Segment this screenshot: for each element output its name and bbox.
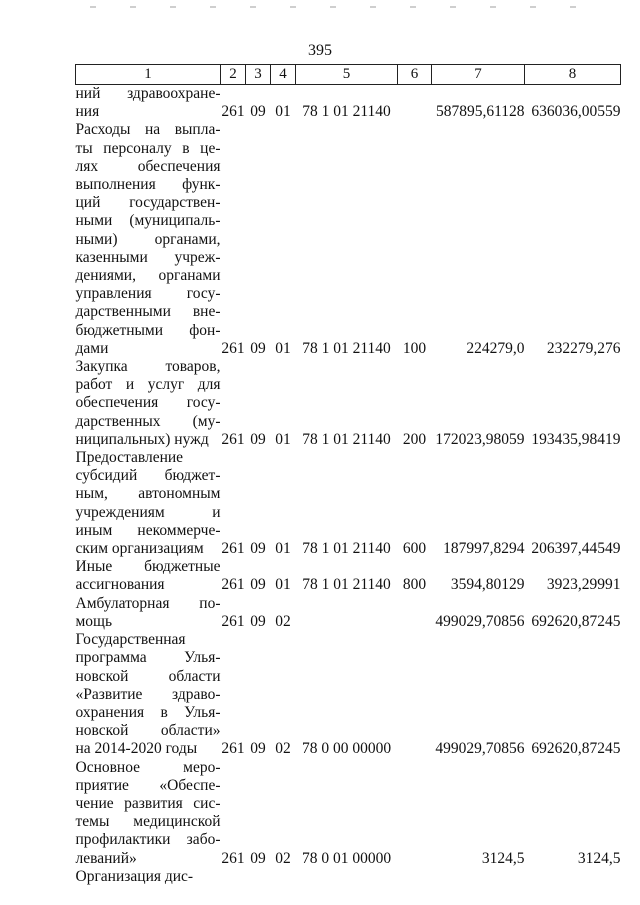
amount-year1-cell: 172023,98059 <box>435 430 525 448</box>
table-row <box>76 85 621 122</box>
amount-year2-cell: 3923,29991 <box>546 576 621 594</box>
item-name-line: ным, автономным <box>75 485 221 503</box>
table-row <box>76 358 621 449</box>
grbs-code-cell: 261 <box>221 103 245 121</box>
amount-year2-cell: 636036,00559 <box>531 103 621 121</box>
table-row <box>76 121 621 358</box>
expense-type-cell <box>398 85 432 122</box>
item-name-line: дарственных (му- <box>75 412 221 430</box>
section-code-cell: 09 <box>250 576 266 594</box>
item-name-line: ты персоналу в це- <box>75 139 221 157</box>
item-name-line: ций государствен- <box>75 194 221 212</box>
grbs-code-cell: 261 <box>221 540 245 558</box>
amount-year1-cell: 499029,70856 <box>435 612 525 630</box>
item-name-line: бюджетными фон- <box>75 321 221 339</box>
item-name-line: ными) органами, <box>75 230 221 248</box>
item-name-line: профилактики забо- <box>75 831 221 849</box>
grbs-code-cell: 261 <box>221 430 245 448</box>
item-name-cell <box>76 631 221 758</box>
column-header: 4 <box>271 65 296 85</box>
subsection-code-cell: 01 <box>275 430 291 448</box>
item-name-line: программа Улья- <box>75 649 221 667</box>
item-name-line: новской области» <box>75 722 221 740</box>
amount-year1-cell: 499029,70856 <box>435 740 525 758</box>
item-name-line: выполнения функ- <box>75 176 221 194</box>
expense-type-cell <box>398 631 432 758</box>
item-name-line: темы медицинской <box>75 813 221 831</box>
amount-year1-cell: 224279,0 <box>466 339 525 357</box>
subsection-code-cell: 01 <box>275 103 291 121</box>
item-name-line: ниципальных) нужд <box>75 430 209 448</box>
column-header: 7 <box>432 65 525 85</box>
table-body <box>76 85 621 886</box>
target-article-cell: 78 0 01 00000 <box>301 849 392 867</box>
expense-type-cell: 200 <box>402 430 427 448</box>
target-article-cell: 78 0 00 00000 <box>301 740 392 758</box>
grbs-code-cell: 261 <box>221 339 245 357</box>
item-name-cell <box>76 868 221 886</box>
item-name-line: Предоставление <box>75 449 184 467</box>
item-name-line: субсидий бюджет- <box>75 467 221 485</box>
item-name-line: Закупка товаров, <box>75 358 221 376</box>
item-name-line: чение развития сис- <box>75 794 221 812</box>
subsection-code-cell: 02 <box>275 849 291 867</box>
item-name-line: на 2014-2020 годы <box>75 740 198 758</box>
item-name-cell <box>76 759 221 868</box>
expense-type-cell: 600 <box>402 540 427 558</box>
subsection-code-cell: 01 <box>275 576 291 594</box>
item-name-line: Амбулаторная по- <box>75 594 221 612</box>
amount-year1-cell: 3594,80129 <box>450 576 525 594</box>
item-name-line: работ и услуг для <box>75 376 221 394</box>
column-header: 8 <box>525 65 621 85</box>
item-name-cell <box>76 358 221 449</box>
item-name-line: новской области <box>75 667 221 685</box>
item-name-line: леваний» <box>75 849 137 867</box>
target-article-cell: 78 1 01 21140 <box>302 339 391 357</box>
item-name-line: мощь <box>75 612 113 630</box>
item-name-cell <box>76 595 221 631</box>
grbs-code-cell: 261 <box>221 576 245 594</box>
column-header: 6 <box>398 65 432 85</box>
item-name-cell <box>76 121 221 358</box>
section-code-cell: 09 <box>250 612 266 630</box>
item-name-line: Государственная <box>75 631 186 649</box>
item-name-line: Расходы на выпла- <box>75 121 221 139</box>
column-header: 3 <box>246 65 271 85</box>
expense-type-cell <box>398 868 432 886</box>
table-row <box>76 595 621 631</box>
amount-year2-cell: 692620,87245 <box>531 612 621 630</box>
amount-year2-cell: 3124,5 <box>577 849 621 867</box>
item-name-line: дами <box>75 339 109 357</box>
item-name-line: Иные бюджетные <box>75 558 221 576</box>
amount-year1-cell <box>432 868 525 886</box>
table-row <box>76 868 621 886</box>
section-code-cell: 09 <box>250 540 266 558</box>
grbs-code-cell: 261 <box>221 740 245 758</box>
column-numbers-row <box>76 65 621 85</box>
item-name-cell <box>76 558 221 594</box>
expense-type-cell <box>398 595 432 631</box>
column-header: 5 <box>296 65 398 85</box>
table-row <box>76 558 621 594</box>
item-name-line: ными (муниципаль- <box>75 212 221 230</box>
subsection-code-cell: 02 <box>275 612 291 630</box>
column-header: 2 <box>221 65 246 85</box>
item-name-line: Организация дис- <box>75 867 194 885</box>
item-name-cell <box>76 449 221 558</box>
item-name-line: учреждениям и <box>75 503 221 521</box>
item-name-line: охранения в Улья- <box>75 703 221 721</box>
section-code-cell: 09 <box>250 103 266 121</box>
item-name-line: ассигнования <box>75 576 165 594</box>
target-article-cell: 78 1 01 21140 <box>302 430 391 448</box>
expense-type-cell <box>398 759 432 868</box>
amount-year2-cell: 206397,44549 <box>531 540 621 558</box>
item-name-line: Основное меро- <box>75 758 221 776</box>
amount-year1-cell: 187997,8294 <box>443 540 525 558</box>
table-header <box>76 65 621 85</box>
item-name-line: лях обеспечения <box>75 157 221 175</box>
item-name-line: ний здравоохране- <box>75 85 221 102</box>
table-row <box>76 631 621 758</box>
item-name-line: обеспечения госу- <box>75 394 221 412</box>
budget-table <box>75 64 621 886</box>
item-name-line: ния <box>75 103 100 121</box>
target-article-cell: 78 1 01 21140 <box>302 540 391 558</box>
expense-type-cell: 100 <box>402 339 427 357</box>
target-article-cell <box>296 868 398 886</box>
column-header: 1 <box>76 65 221 85</box>
table-row <box>76 759 621 868</box>
grbs-code-cell: 261 <box>221 849 245 867</box>
section-code-cell: 09 <box>250 849 266 867</box>
expense-type-cell: 800 <box>402 576 427 594</box>
page-number: 395 <box>308 42 332 59</box>
section-code-cell: 09 <box>250 740 266 758</box>
item-name-line: управления госу- <box>75 285 221 303</box>
item-name-line: ским организациям <box>75 540 204 558</box>
item-name-line: приятие «Обеспе- <box>75 776 221 794</box>
amount-year2-cell: 692620,87245 <box>531 740 621 758</box>
amount-year1-cell: 587895,61128 <box>435 103 525 121</box>
item-name-line: иным некоммерче- <box>75 521 221 539</box>
target-article-cell <box>296 595 398 631</box>
item-name-line: «Развитие здраво- <box>75 685 221 703</box>
subsection-code-cell <box>271 868 296 886</box>
section-code-cell: 09 <box>250 430 266 448</box>
scan-artifact-line <box>90 6 610 8</box>
item-name-cell <box>76 85 221 122</box>
amount-year2-cell <box>525 868 621 886</box>
amount-year2-cell: 193435,98419 <box>531 430 621 448</box>
grbs-code-cell: 261 <box>221 612 245 630</box>
subsection-code-cell: 01 <box>275 339 291 357</box>
subsection-code-cell: 01 <box>275 540 291 558</box>
section-code-cell: 09 <box>250 339 266 357</box>
table-row <box>76 449 621 558</box>
amount-year1-cell: 3124,5 <box>481 849 525 867</box>
target-article-cell: 78 1 01 21140 <box>302 103 391 121</box>
subsection-code-cell: 02 <box>275 740 291 758</box>
target-article-cell: 78 1 01 21140 <box>302 576 391 594</box>
item-name-line: дарственными вне- <box>75 303 221 321</box>
grbs-code-cell <box>221 868 246 886</box>
section-code-cell <box>246 868 271 886</box>
item-name-line: казенными учреж- <box>75 248 221 266</box>
item-name-line: дениями, органами <box>75 267 221 285</box>
amount-year2-cell: 232279,276 <box>546 339 621 357</box>
